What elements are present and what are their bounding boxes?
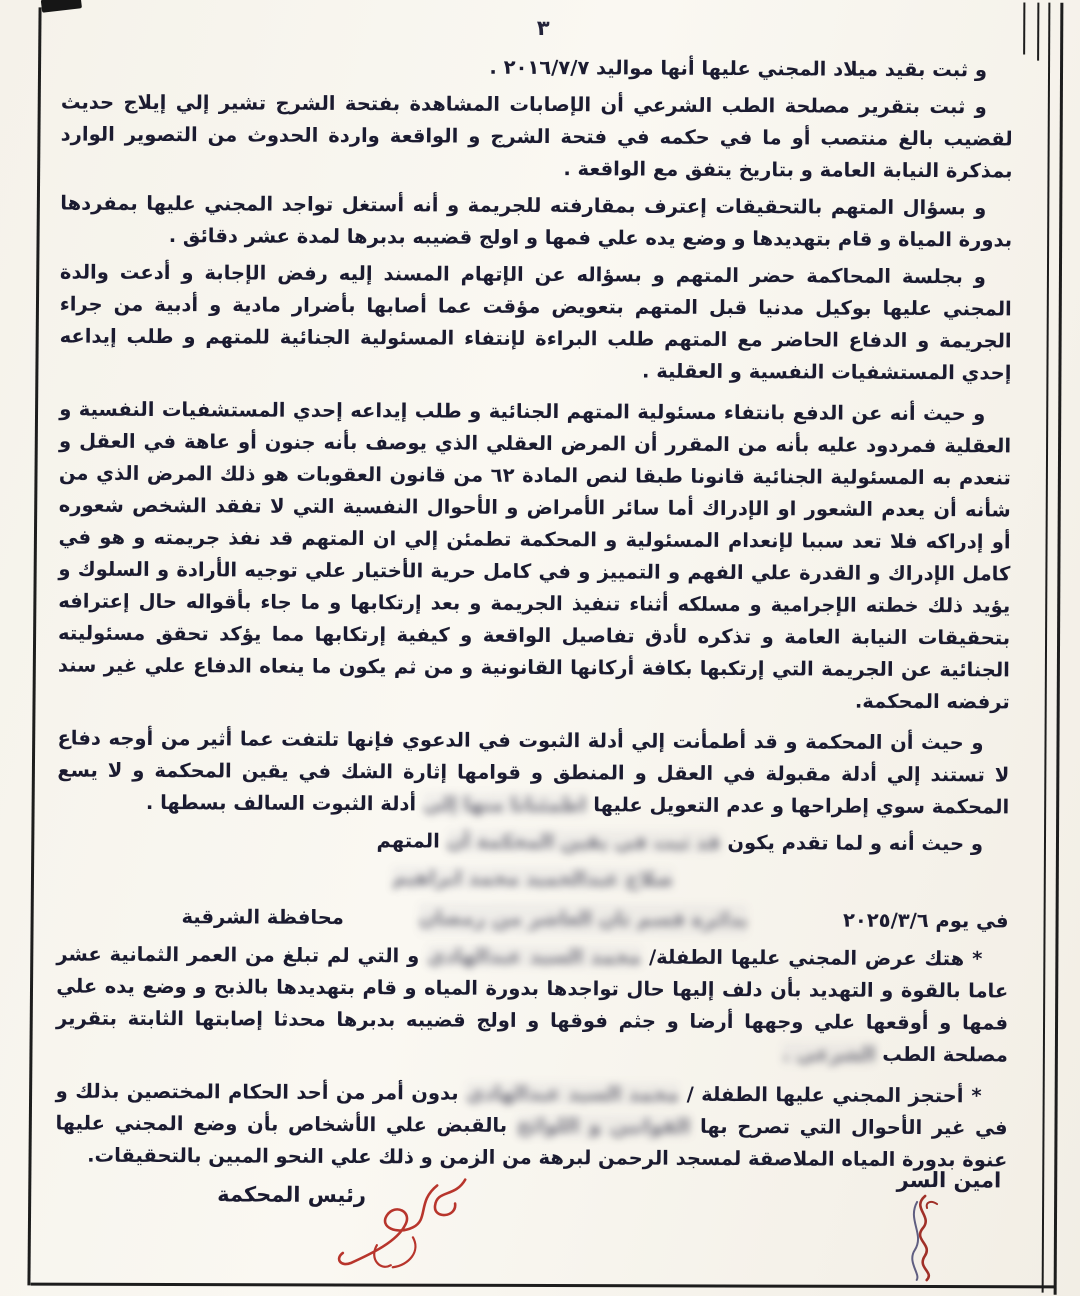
evidence-text: و حيث أن المحكمة و قد أطمأنت إلي أدلة الثبوت في الدعوي فإنها تلتفت عما أثير من أوجه دفاع لا تستند إلي أدلة مقبولة في العقل و المنطق و قوامها إثارة الشك في يقين المحكمة و لا يسع المحكمة سوي إطراحها و عدم التعويل عليها [57, 726, 1010, 819]
charge-text: أحتجز المجني عليها الطفلة / [686, 1082, 964, 1108]
paragraph-confession: و بسؤال المتهم بالتحقيقات إعترف بمقارفته للجريمة و أنه أستغل تواجد المجني عليها بمفردها بدورة المياة و قام بتهديدها و وضع يده علي فمها و اولج قضيبه بدبرها لمدة عشر دقائق . [60, 191, 1013, 252]
redacted-text: القوانين و اللوائح [516, 1113, 691, 1138]
redacted-victim-name: محمد السيد عبدالهادي [466, 1081, 680, 1106]
page-border-left [27, 7, 41, 1285]
page-border-right-outer [1054, 3, 1064, 1295]
paragraph-trial-session: و بجلسة المحاكمة حضر المتهم و بسؤاله عن الإتهام المسند إليه رفض الإجابة و أدعت والدة المجني عليها بوكيل مدنيا قبل المتهم بتعويض مؤقت عما أصابها بأضرار مادية و أدبية من جراء الجريمة و الدفاع الحاضر مع المتهم طلب البراءة لإنتفاء المسئولية الجنائية للمتهم و طلب إيداعه إحدي المستشفيات النفسية و العقلية . [59, 260, 1012, 385]
page-border-top-tick [1023, 3, 1025, 55]
redacted-text: قد ثبت في يقين المحكمة أن [446, 829, 721, 854]
redacted-text: الشرعي . [782, 1042, 876, 1066]
page-border-top-tick [1037, 3, 1039, 61]
charge-unlawful-detention [55, 1075, 1007, 1176]
charge-text: بالقبض علي الأشخاص بأن وضع المجني عليها عنوة بدورة المياه الملاصقة لمسجد الرحمن لبرهة من الزمن و ذلك علي النحو المبين بالتحقيقات. [55, 1111, 1008, 1172]
defendant-name-line [57, 860, 1009, 897]
incident-date: في يوم ٢٠٢٥/٣/٦ [842, 908, 1009, 933]
asterisk-bullet: * [971, 1084, 982, 1108]
asterisk-bullet: * [972, 947, 983, 971]
court-president-label: رئيس المحكمة [217, 1182, 367, 1208]
scan-ink-blob [41, 0, 82, 13]
redacted-victim-name: محمد السيد عبدالهادي [427, 944, 642, 969]
paragraph-birth-record: و ثبت بقيد ميلاد المجني عليها أنها مواليد ٢٠١٦/٧/٧ . [489, 55, 988, 82]
court-secretary-label: امين السر [896, 1167, 1002, 1193]
page-border-right-inner [1042, 3, 1051, 1293]
charge-text: و التي لم تبلغ من العمر الثمانية عشر عاما بالقوة و التهديد بأن دلف إليها حال تواجدها بدورة المياه و قام بتهديدها بالذبح و وضع يده علي فمها و أوقعها علي وجهها أرضا و جثم فوقها و اولج قضيبه بدبرها محدثا إصابتها الثابتة بتقرير مصلحة الطب [55, 942, 1009, 1067]
secretary-signature [879, 1190, 964, 1285]
conclusion-text-tail: المتهم [376, 829, 440, 853]
paragraph-forensic-report: و ثبت بتقرير مصلحة الطب الشرعي أن الإصابات المشاهدة بفتحة الشرج تشير إلي إيلاج حديث لقضيب بالغ منتصب أو ما في حكمه في فتحة الشرج و الواقعة واردة الحدوث من التصوير الوارد بمذكرة النيابة العامة و بتاريخ يتفق مع الواقعة . [60, 90, 1013, 183]
president-signature [315, 1167, 491, 1283]
redacted-defendant-name: صلاح عبدالحميد محمد ابراهيم [392, 866, 674, 891]
conclusion-text: و حيث أنه و لما تقدم يكون [727, 830, 984, 856]
judgment-text [55, 49, 1013, 1181]
charge-text: هتك عرض المجني عليها الطفلة/ [648, 945, 965, 971]
incident-date-line [57, 900, 1009, 937]
page-number: ٣ [536, 15, 550, 41]
charge-text: بدون أمر من أحد الحكام المختصين بذلك و في غير الأحوال التي تصرح بها [55, 1079, 1008, 1140]
paragraph-criminal-responsibility: و حيث أنه عن الدفع بانتفاء مسئولية المتهم الجنائية و طلب إيداعه إحدي المستشفيات النفسية و العقلية فمردود عليه بأنه من المقرر أن المرض العقلي الذي يوصف بأنه جنون أو عاهة في العقل و تنعدم به المسئولية الجنائية قانونا طبقا لنص المادة ٦٢ من قانون العقوبات هو ذلك المرض الذي من شأنه أن يعدم الشعور او الإدراك أما سائر الأمراض و الأحوال النفسية التي لا تفقد الشخص شعوره أو إدراكه فلا تعد سببا لإنعدام المسئولية و المحكمة تطمئن إلي ان المتهم قد نفذ جريمته و هو في كامل الإدراك و القدرة علي الفهم و التمييز و في كامل حرية الأختيار علي توجيه الأرادة و السلوك و يؤيد ذلك خطته الإجرامية و مسلكه أثناء تنفيذ الجريمة و بعد إرتكابها و ما جاء بأقواله حال إعترافه بتحقيقات النيابة العامة و تذكره لأدق تفاصيل الواقعة و كيفية إرتكابها مما يؤكد تحقق مسئوليته الجنائية عن الجريمة التي إرتكبها بكافة أركانها القانونية و من ثم يكون ما ينعاه الدفاع علي غير سند ترفضه المحكمة. [57, 397, 1012, 714]
evidence-text-tail: أدلة الثبوت السالف بسطها . [145, 790, 417, 816]
redacted-text: اطمئنانا منها إلي [422, 792, 587, 817]
charge-indecent-assault [56, 938, 1009, 1071]
paragraph-evidence [57, 722, 1009, 823]
governorate-label: محافظة الشرقية [181, 905, 344, 929]
redacted-district: بدائرة قسم ثان العاشر من رمضان [419, 902, 748, 936]
paragraph-conclusion [57, 823, 1009, 860]
